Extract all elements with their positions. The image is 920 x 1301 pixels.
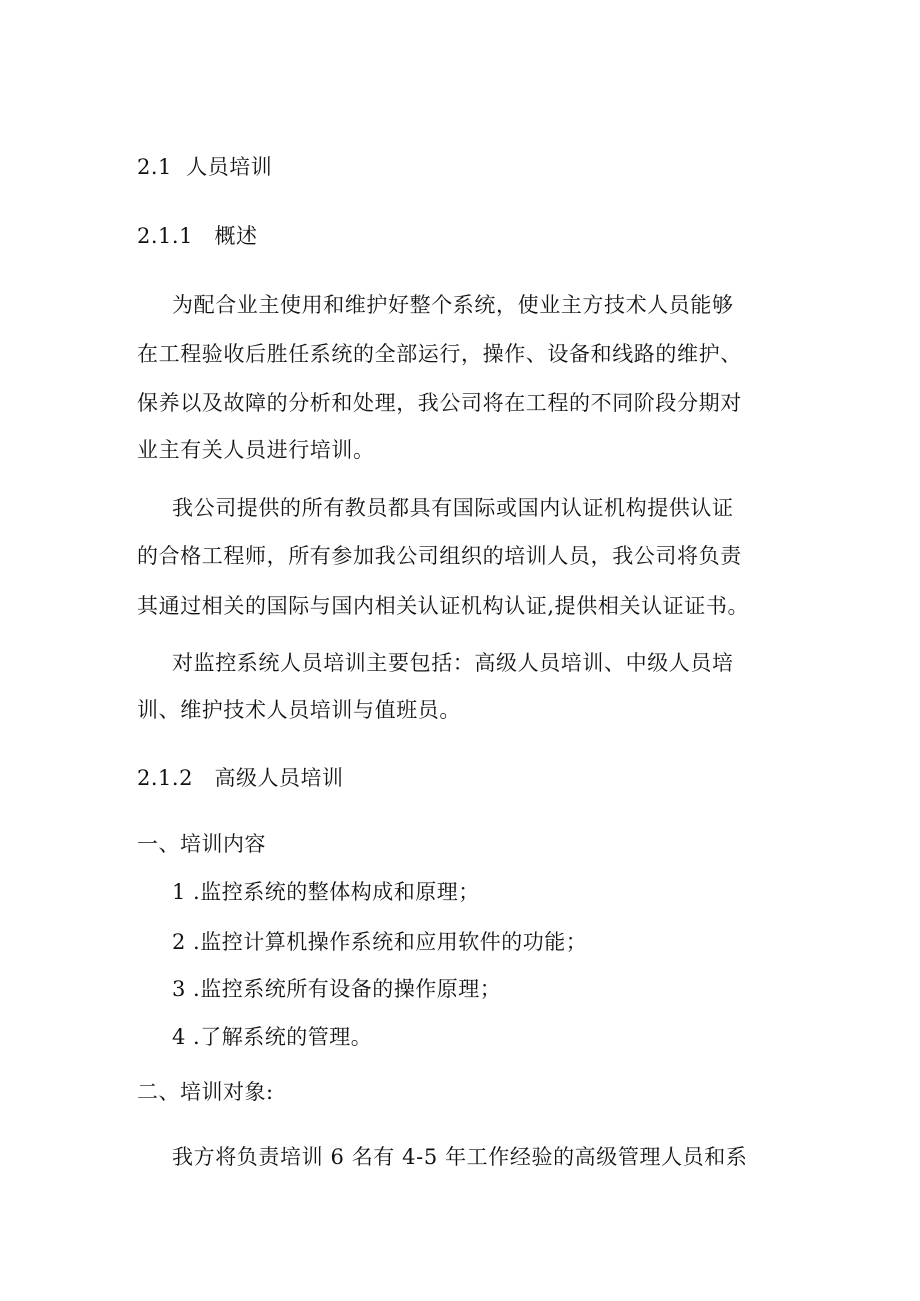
paragraph-line: 的合格工程师，所有参加我公司组织的培训人员，我公司将负责: [137, 544, 742, 568]
paragraph-line: 其通过相关的国际与国内相关认证机构认证,提供相关认证证书。: [137, 594, 750, 618]
section-title: 概述: [214, 224, 258, 248]
section-2-1-1-heading: [137, 222, 257, 250]
paragraph-line: 对监控系统人员培训主要包括：高级人员培训、中级人员培: [172, 651, 734, 675]
list-item: 2 .监控计算机操作系统和应用软件的功能；: [172, 930, 588, 954]
paragraph-line: 业主有关人员进行培训。: [137, 438, 375, 462]
section-title: 高级人员培训: [214, 766, 344, 790]
section-number: 2.1.2: [137, 766, 193, 790]
list-item: 3 .监控系统所有设备的操作原理；: [172, 977, 502, 1001]
training-content-heading: 一、培训内容: [137, 832, 266, 856]
section-number: 2.1.1: [137, 224, 193, 248]
section-2-1-heading: [137, 153, 272, 181]
paragraph-line: 为配合业主使用和维护好整个系统，使业主方技术人员能够: [172, 293, 734, 317]
paragraph-line: 在工程验收后胜任系统的全部运行，操作、设备和线路的维护、: [137, 342, 742, 366]
list-item: 4 .了解系统的管理。: [172, 1025, 373, 1049]
paragraph-line: 训、维护技术人员培训与值班员。: [137, 698, 461, 722]
list-item: 1 .监控系统的整体构成和原理；: [172, 880, 480, 904]
training-target-paragraph: 我方将负责培训 6 名有 4-5 年工作经验的高级管理人员和系: [172, 1145, 748, 1169]
paragraph-line: 保养以及故障的分析和处理，我公司将在工程的不同阶段分期对: [137, 391, 742, 415]
section-2-1-2-heading: [137, 764, 343, 792]
section-title: 人员培训: [186, 155, 273, 179]
section-number: 2.1: [137, 155, 172, 179]
paragraph-line: 我公司提供的所有教员都具有国际或国内认证机构提供认证: [172, 496, 734, 520]
training-target-heading: 二、培训对象:: [137, 1080, 274, 1104]
